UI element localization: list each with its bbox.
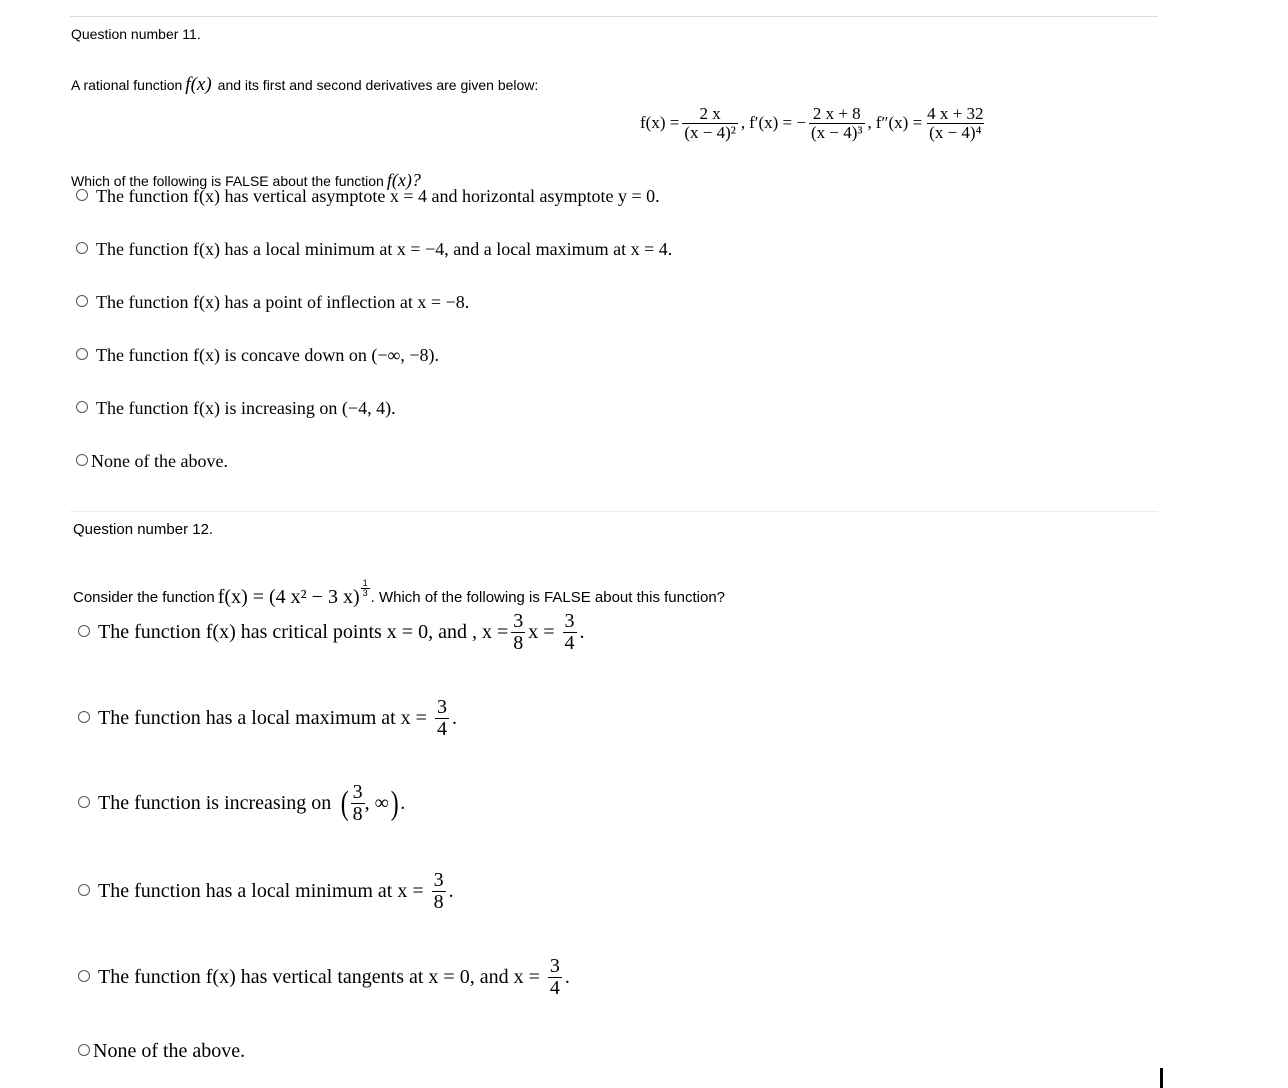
q12-option-4[interactable]: The function has a local minimum at x = $\frac{3}{8}$ . — [78, 870, 454, 913]
radio-button[interactable] — [78, 970, 90, 982]
text-cursor — [1160, 1068, 1163, 1088]
radio-button[interactable] — [76, 189, 88, 201]
question-11-intro: A rational function f(x) and its first and second derivatives are given below: — [71, 74, 539, 95]
question-12-prompt: Consider the function f(x) = (4 x² − 3 x) $\frac{1}{3}$ . Which of the following is FALSE about this function? — [73, 577, 726, 608]
radio-button[interactable] — [78, 884, 90, 896]
radio-button[interactable] — [76, 454, 88, 466]
q12-option-5[interactable]: The function f(x) has vertical tangents at x = 0, and x = $\frac{3}{4}$ . — [78, 956, 570, 999]
intro-fx: f(x) — [185, 74, 212, 95]
radio-button[interactable] — [78, 1044, 90, 1056]
derivatives-formula: f(x) = $\frac{2 x}{\text{(x − 4)²}}$ , f′(x) = − $\frac{2 x + 8}{\text{(x − 4)³}}$ , f″(x) = $\frac{4 x + 32}{\text{(x − 4)⁴}}$ — [640, 104, 984, 142]
radio-button[interactable] — [76, 242, 88, 254]
q11-option-2[interactable]: The function f(x) has a local minimum at x = −4, and a local maximum at x = 4. — [76, 239, 672, 260]
fdoubleprime-fraction: $\frac{4 x + 32}{\text{(x − 4)⁴}}$ — [927, 104, 984, 142]
radio-button[interactable] — [76, 295, 88, 307]
top-divider — [70, 16, 1158, 17]
q11-option-3[interactable]: The function f(x) has a point of inflection at x = −8. — [76, 292, 469, 313]
q11-option-4[interactable]: The function f(x) is concave down on (−∞, −8). — [76, 345, 439, 366]
q11-option-1[interactable]: The function f(x) has vertical asymptote x = 4 and horizontal asymptote y = 0. — [76, 186, 660, 207]
q12-option-3[interactable]: The function is increasing on ( $\frac{3}{8}$ , ∞ ) . — [78, 782, 405, 825]
q12-option-6[interactable]: None of the above. — [78, 1040, 245, 1063]
exponent-fraction: $\frac{1}{3}$ — [362, 577, 368, 598]
question-11-header: Question number 11. — [71, 26, 201, 42]
q12-option-1[interactable]: The function f(x) has critical points x = 0, and , x = $\frac{3}{8}$ x = $\frac{3}{4}$ . — [78, 611, 585, 654]
radio-button[interactable] — [78, 625, 90, 637]
radio-button[interactable] — [78, 796, 90, 808]
q11-option-6[interactable]: None of the above. — [76, 451, 228, 472]
radio-button[interactable] — [76, 401, 88, 413]
fprime-fraction: $\frac{2 x + 8}{\text{(x − 4)³}}$ — [810, 104, 863, 142]
radio-button[interactable] — [76, 348, 88, 360]
q12-option-2[interactable]: The function has a local maximum at x = $\frac{3}{4}$ . — [78, 697, 457, 740]
f-fraction: $\frac{2 x}{\text{(x − 4)²}}$ — [684, 104, 736, 142]
question-11-prompt: Which of the following is FALSE about the function f(x)? — [71, 170, 421, 190]
mid-divider — [70, 511, 1158, 512]
question-12-header: Question number 12. — [73, 521, 214, 538]
radio-button[interactable] — [78, 711, 90, 723]
q11-option-5[interactable]: The function f(x) is increasing on (−4, 4). — [76, 398, 396, 419]
